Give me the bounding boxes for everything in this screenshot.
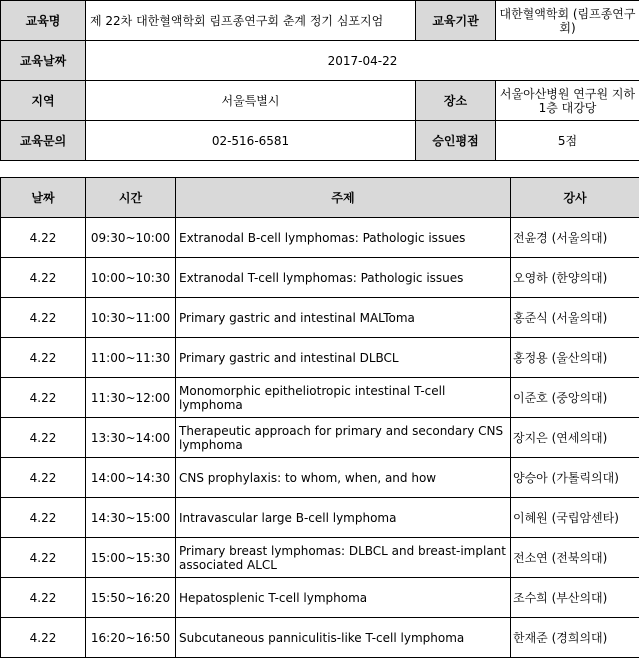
schedule-topic-cell: Extranodal T-cell lymphomas: Pathologic issues [176, 258, 511, 298]
schedule-date-cell: 4.22 [1, 258, 86, 298]
course-date-value: 2017-04-22 [86, 41, 639, 81]
schedule-date-cell: 4.22 [1, 498, 86, 538]
course-contact-value: 02-516-6581 [86, 121, 416, 161]
table-row [1, 498, 639, 538]
schedule-time-cell: 10:30~11:00 [86, 298, 176, 338]
schedule-topic-cell: Primary breast lymphomas: DLBCL and breast-implant associated ALCL [176, 538, 511, 578]
schedule-speaker-cell: 전윤경 (서울의대) [511, 218, 639, 258]
course-info-table [0, 0, 639, 161]
course-name-label: 교육명 [1, 1, 86, 41]
course-credit-value: 5점 [496, 121, 639, 161]
schedule-speaker-cell: 장지은 (연세의대) [511, 418, 639, 458]
schedule-header-date: 날짜 [1, 178, 86, 218]
schedule-date-cell: 4.22 [1, 218, 86, 258]
table-row [1, 298, 639, 338]
course-credit-label: 승인평점 [416, 121, 496, 161]
course-region-value: 서울특별시 [86, 81, 416, 121]
schedule-header-speaker: 강사 [511, 178, 639, 218]
schedule-date-cell: 4.22 [1, 538, 86, 578]
course-contact-label: 교육문의 [1, 121, 86, 161]
table-row [1, 258, 639, 298]
schedule-topic-cell: Intravascular large B-cell lymphoma [176, 498, 511, 538]
schedule-speaker-cell: 양승아 (가톨릭의대) [511, 458, 639, 498]
schedule-date-cell: 4.22 [1, 618, 86, 658]
schedule-speaker-cell: 오영하 (한양의대) [511, 258, 639, 298]
course-org-value: 대한혈액학회 (림프종연구회) [496, 1, 639, 41]
course-name-row [1, 1, 639, 41]
schedule-body [1, 218, 639, 658]
schedule-time-cell: 14:30~15:00 [86, 498, 176, 538]
schedule-header-row [1, 178, 639, 218]
schedule-topic-cell: Hepatosplenic T-cell lymphoma [176, 578, 511, 618]
schedule-topic-cell: Therapeutic approach for primary and secondary CNS lymphoma [176, 418, 511, 458]
schedule-time-cell: 15:50~16:20 [86, 578, 176, 618]
schedule-topic-cell: CNS prophylaxis: to whom, when, and how [176, 458, 511, 498]
table-row [1, 338, 639, 378]
course-place-value: 서울아산병원 연구원 지하 1층 대강당 [496, 81, 639, 121]
schedule-table [0, 177, 639, 658]
schedule-time-cell: 13:30~14:00 [86, 418, 176, 458]
schedule-topic-cell: Primary gastric and intestinal MALToma [176, 298, 511, 338]
schedule-header-time: 시간 [86, 178, 176, 218]
schedule-speaker-cell: 조수희 (부산의대) [511, 578, 639, 618]
course-org-label: 교육기관 [416, 1, 496, 41]
table-row [1, 578, 639, 618]
schedule-time-cell: 15:00~15:30 [86, 538, 176, 578]
schedule-date-cell: 4.22 [1, 458, 86, 498]
course-region-label: 지역 [1, 81, 86, 121]
course-date-row [1, 41, 639, 81]
schedule-speaker-cell: 홍준식 (서울의대) [511, 298, 639, 338]
schedule-time-cell: 14:00~14:30 [86, 458, 176, 498]
schedule-time-cell: 10:00~10:30 [86, 258, 176, 298]
schedule-time-cell: 11:30~12:00 [86, 378, 176, 418]
schedule-topic-cell: Primary gastric and intestinal DLBCL [176, 338, 511, 378]
schedule-time-cell: 11:00~11:30 [86, 338, 176, 378]
schedule-time-cell: 09:30~10:00 [86, 218, 176, 258]
schedule-date-cell: 4.22 [1, 578, 86, 618]
schedule-speaker-cell: 한재준 (경희의대) [511, 618, 639, 658]
course-name-value: 제 22차 대한혈액학회 림프종연구회 춘계 정기 심포지엄 [86, 1, 416, 41]
table-row [1, 458, 639, 498]
course-place-label: 장소 [416, 81, 496, 121]
schedule-header-topic: 주제 [176, 178, 511, 218]
table-row [1, 218, 639, 258]
schedule-speaker-cell: 홍정용 (울산의대) [511, 338, 639, 378]
schedule-date-cell: 4.22 [1, 298, 86, 338]
course-contact-row [1, 121, 639, 161]
table-row [1, 618, 639, 658]
course-date-label: 교육날짜 [1, 41, 86, 81]
schedule-date-cell: 4.22 [1, 338, 86, 378]
table-row [1, 418, 639, 458]
schedule-speaker-cell: 이준호 (중앙의대) [511, 378, 639, 418]
table-row [1, 378, 639, 418]
schedule-time-cell: 16:20~16:50 [86, 618, 176, 658]
course-region-row [1, 81, 639, 121]
schedule-date-cell: 4.22 [1, 418, 86, 458]
schedule-topic-cell: Monomorphic epitheliotropic intestinal T-cell lymphoma [176, 378, 511, 418]
section-divider [0, 160, 639, 161]
schedule-speaker-cell: 전소연 (전북의대) [511, 538, 639, 578]
table-row [1, 538, 639, 578]
schedule-topic-cell: Extranodal B-cell lymphomas: Pathologic issues [176, 218, 511, 258]
schedule-topic-cell: Subcutaneous panniculitis-like T-cell lymphoma [176, 618, 511, 658]
schedule-speaker-cell: 이혜원 (국립암센타) [511, 498, 639, 538]
schedule-date-cell: 4.22 [1, 378, 86, 418]
